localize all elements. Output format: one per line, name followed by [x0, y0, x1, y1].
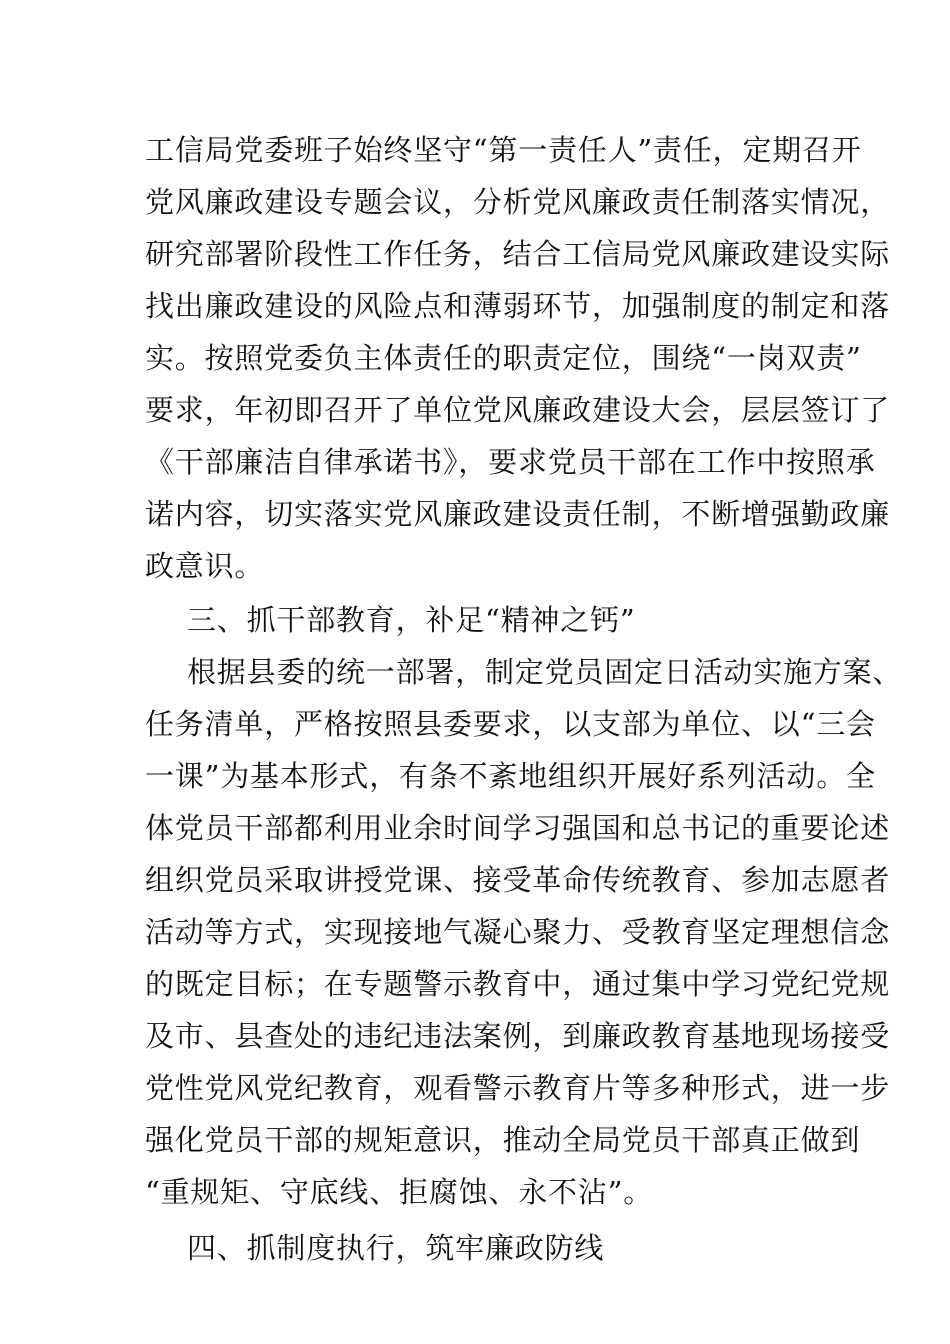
paragraph-line: 党风廉政建设专题会议，分析党风廉政责任制落实情况，: [145, 185, 891, 219]
section-heading-system: 四、抓制度执行，筑牢廉政防线: [187, 1231, 605, 1265]
paragraph-line: 活动等方式，实现接地气凝心聚力、受教育坚定理想信念: [145, 915, 891, 949]
paragraph-line: 一课”为基本形式，有条不紊地组织开展好系列活动。全: [145, 759, 876, 793]
paragraph-line: 的既定目标；在专题警示教育中，通过集中学习党纪党规: [145, 967, 891, 1001]
paragraph-line: 工信局党委班子始终坚守“第一责任人”责任，定期召开: [145, 133, 862, 167]
paragraph-line: 《干部廉洁自律承诺书》，要求党员干部在工作中按照承: [145, 445, 876, 479]
paragraph-line: 找出廉政建设的风险点和薄弱环节，加强制度的制定和落: [145, 289, 891, 323]
paragraph-line: 根据县委的统一部署，制定党员固定日活动实施方案、: [187, 655, 903, 689]
paragraph-line: 组织党员采取讲授党课、接受革命传统教育、参加志愿者: [145, 863, 891, 897]
paragraph-line: 及市、县查处的违纪违法案例，到廉政教育基地现场接受: [145, 1019, 891, 1053]
paragraph-line: 政意识。: [145, 549, 265, 583]
paragraph-line: 强化党员干部的规矩意识，推动全局党员干部真正做到: [145, 1123, 861, 1157]
paragraph-line: 体党员干部都利用业余时间学习强国和总书记的重要论述: [145, 811, 891, 845]
paragraph-line: 研究部署阶段性工作任务，结合工信局党风廉政建设实际: [145, 237, 891, 271]
paragraph-line: 党性党风党纪教育，观看警示教育片等多种形式，进一步: [145, 1071, 891, 1105]
paragraph-line: “重规矩、守底线、拒腐蚀、永不沾”。: [145, 1175, 654, 1209]
paragraph-line: 实。按照党委负主体责任的职责定位，围绕“一岗双责”: [145, 341, 862, 375]
paragraph-line: 任务清单，严格按照县委要求，以支部为单位、以“三会: [145, 707, 876, 741]
paragraph-line: 诺内容，切实落实党风廉政建设责任制，不断增强勤政廉: [145, 497, 891, 531]
paragraph-line: 要求，年初即召开了单位党风廉政建设大会，层层签订了: [145, 393, 891, 427]
section-heading-education: 三、抓干部教育，补足“精神之钙”: [187, 603, 636, 637]
